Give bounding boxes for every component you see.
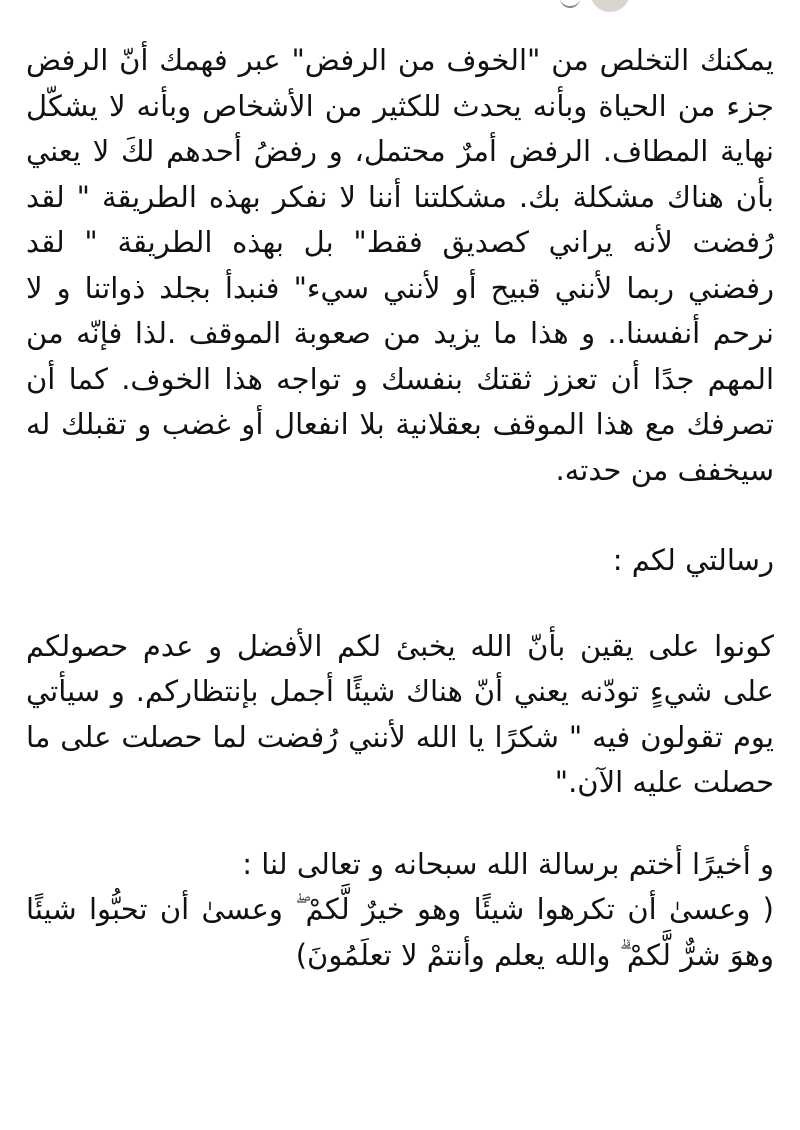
paragraph-fear-of-rejection: يمكنك التخلص من "الخوف من الرفض" عبر فهمك أنّ الرفض جزء من الحياة وبأنه يحدث للكثير من الأشخاص وبأنه لا يشكّل نهاية المطاف. الرفض أمرٌ محتمل، و رفضُ أحدهم لكَ لا يعني بأن هناك مشكلة بك. مشكلتنا أننا لا نفكر بهذه الطريقة " لقد رُفضت لأنه يراني كصديق فقط" بل بهذه الطريقة " لقد رفضني ربما لأنني قبيح أو لأنني سيء" فنبدأ بجلد ذواتنا و لا نرحم أنفسنا.. و هذا ما يزيد من صعوبة الموقف .لذا فإنّه من المهم جدًا أن تعزز ثقتك بنفسك و تواجه هذا الخوف. كما أن تصرفك مع هذا الموقف بعقلانية بلا انفعال أو غضب و تقبلك له سيخفف من حدته.: [26, 43, 774, 487]
paragraph-closing-verse: و أخيرًا أختم برسالة الله سبحانه و تعالى لنا : ( وعسىٰ أن تكرهوا شيئًا وهو خيرٌ لَّكمْ ۖ وعسىٰ أن تحبُّوا شيئًا وهوَ شرٌّ لَّكمْ ۗ والله يعلم وأنتمْ لا تعلَمُونَ): [26, 846, 774, 972]
paragraph-my-message-heading: رسالتي لكم :: [612, 543, 774, 577]
cropped-avatar-icon: [590, 0, 630, 12]
cropped-header-avatar: [520, 0, 640, 12]
cropped-header-mark: [560, 0, 580, 8]
paragraph-be-certain: كونوا على يقين بأنّ الله يخبئ لكم الأفضل و عدم حصولكم على شيءٍ تودّنه يعني أنّ هناك شيئًا أجمل بإنتظاركم. و سيأتي يوم تقولون فيه " شكرًا يا الله لأنني رُفضت لما حصلت على ما حصلت عليه الآن.": [26, 628, 774, 799]
article-body: [26, 38, 774, 978]
